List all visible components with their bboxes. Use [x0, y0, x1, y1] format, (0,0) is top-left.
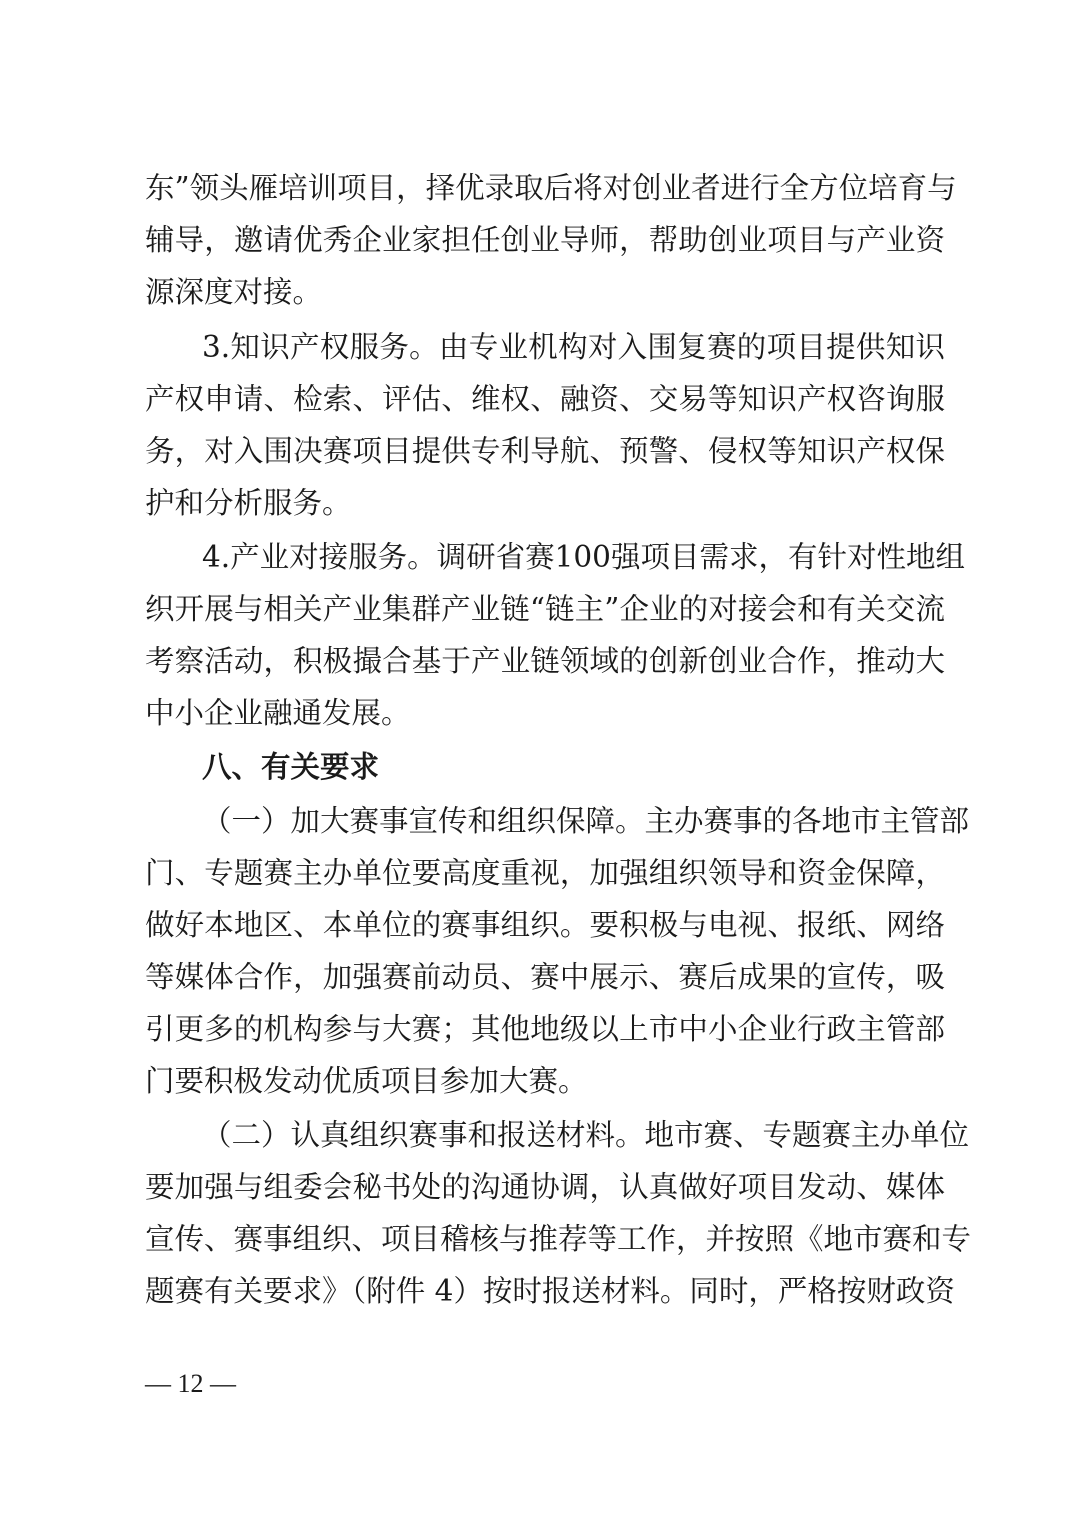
paragraph-line: 等媒体合作，加强赛前动员、赛中展示、赛后成果的宣传，吸 [145, 960, 945, 994]
section-heading: 八、有关要求 [202, 750, 380, 784]
paragraph-line: 门、专题赛主办单位要高度重视，加强组织领导和资金保障， [145, 856, 945, 890]
paragraph-line: （二）认真组织赛事和报送材料。地市赛、专题赛主办单位 [202, 1118, 970, 1152]
paragraph-line: 题赛有关要求》（附件 4）按时报送材料。同时，严格按财政资 [145, 1274, 955, 1308]
page-number: — 12 — [145, 1369, 236, 1398]
paragraph-line: 考察活动，积极撮合基于产业链领域的创新创业合作，推动大 [145, 644, 945, 678]
paragraph-line: 护和分析服务。 [145, 486, 352, 520]
paragraph-line: 做好本地区、本单位的赛事组织。要积极与电视、报纸、网络 [145, 908, 945, 942]
paragraph-line: 务，对入围决赛项目提供专利导航、预警、侵权等知识产权保 [145, 434, 945, 468]
paragraph-line: 产权申请、检索、评估、维权、融资、交易等知识产权咨询服 [145, 382, 945, 416]
paragraph-line: 要加强与组委会秘书处的沟通协调，认真做好项目发动、媒体 [145, 1170, 945, 1204]
paragraph-line: （一）加大赛事宣传和组织保障。主办赛事的各地市主管部 [202, 804, 970, 838]
paragraph-line: 3.知识产权服务。由专业机构对入围复赛的项目提供知识 [202, 330, 945, 364]
paragraph-line: 辅导，邀请优秀企业家担任创业导师，帮助创业项目与产业资 [145, 223, 945, 257]
paragraph-line: 织开展与相关产业集群产业链“链主”企业的对接会和有关交流 [145, 592, 945, 626]
paragraph-line: 门要积极发动优质项目参加大赛。 [145, 1064, 588, 1098]
paragraph-line: 源深度对接。 [145, 275, 323, 309]
paragraph-line: 中小企业融通发展。 [145, 696, 411, 730]
paragraph-line: 宣传、赛事组织、项目稽核与推荐等工作，并按照《地市赛和专 [145, 1222, 972, 1256]
paragraph-line: 东”领头雁培训项目，择优录取后将对创业者进行全方位培育与 [145, 171, 957, 205]
paragraph-line: 4.产业对接服务。调研省赛100强项目需求，有针对性地组 [202, 540, 965, 574]
paragraph-line: 引更多的机构参与大赛；其他地级以上市中小企业行政主管部 [145, 1012, 945, 1046]
